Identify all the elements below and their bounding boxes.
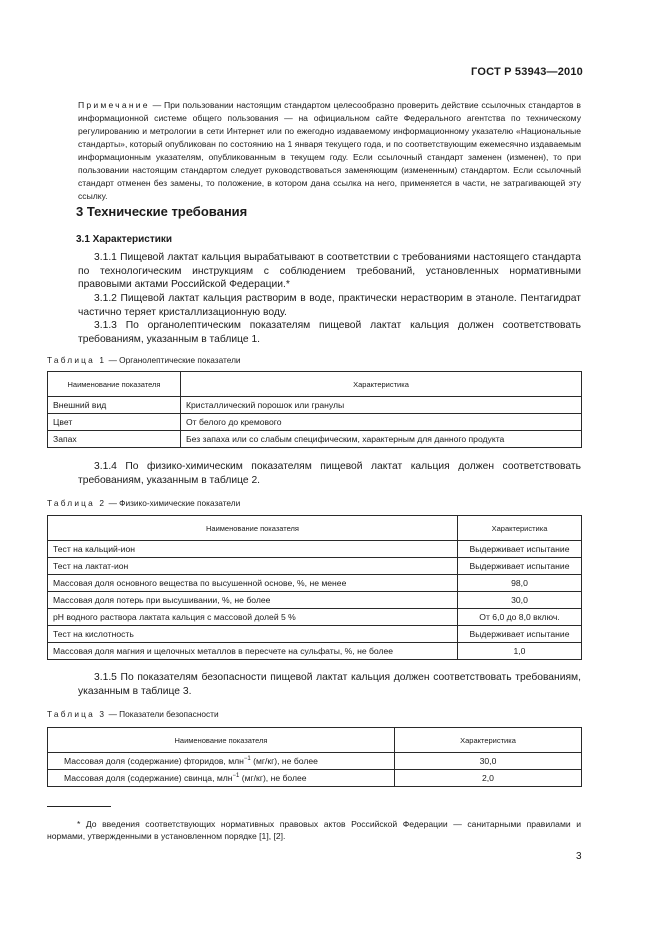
- table3-cell-text: Массовая доля (содержание) фторидов, млн: [64, 756, 244, 766]
- table3-header-name: Наименование показателя: [48, 728, 395, 753]
- table2-caption-text: — Физико-химические показатели: [106, 498, 241, 508]
- footnote: * До введения соответствующих нормативных правовых актов Российской Федерации — санитарными правилами и нормами, утвержденными в установленном порядке [1], [2].: [47, 819, 581, 841]
- table-row: [48, 575, 582, 592]
- table-row: [48, 558, 582, 575]
- note-label: Примечание: [78, 100, 150, 110]
- table2-header-characteristic: Характеристика: [458, 516, 582, 541]
- table2-cell: Тест на кислотность: [48, 626, 458, 643]
- table3-caption-text: — Показатели безопасности: [106, 709, 219, 719]
- table3-header-characteristic: Характеристика: [395, 728, 582, 753]
- table2-cell: 30,0: [458, 592, 582, 609]
- table2-cell: Массовая доля потерь при высушивании, %, не более: [48, 592, 458, 609]
- table3-cell: [48, 753, 395, 770]
- table-row: [48, 609, 582, 626]
- table-row: [48, 592, 582, 609]
- table-organoleptic: [47, 371, 582, 448]
- table1-caption-text: — Органолептические показатели: [106, 355, 241, 365]
- table2-header-name: Наименование показателя: [48, 516, 458, 541]
- table3-cell-text: (мг/кг), не более: [250, 756, 318, 766]
- table2-cell: Выдерживает испытание: [458, 541, 582, 558]
- document-header: ГОСТ Р 53943—2010: [471, 66, 583, 78]
- page-number: 3: [576, 851, 582, 862]
- table3-caption: [47, 709, 219, 719]
- footnote-separator: [47, 806, 111, 807]
- table1-cell: От белого до кремового: [181, 414, 582, 431]
- section-title: 3 Технические требования: [76, 204, 248, 219]
- table1-cell: Цвет: [48, 414, 181, 431]
- table3-cell: [48, 770, 395, 787]
- subsection-title: 3.1 Характеристики: [76, 234, 173, 245]
- table2-cell: Тест на кальций-ион: [48, 541, 458, 558]
- paragraph-3-1-1: 3.1.1 Пищевой лактат кальция вырабатывают в соответствии с требованиями настоящего стандарта по технологическим инструкциям с соблюдением требований, установленных нормативными правовыми актами Российской Федерации.*: [78, 252, 581, 291]
- table-row: [48, 753, 582, 770]
- paragraph-3-1-5: 3.1.5 По показателям безопасности пищевой лактат кальция должен соответствовать требованиям, указанным в таблице 3.: [78, 672, 581, 697]
- paragraph-3-1-4: 3.1.4 По физико-химическим показателям пищевой лактат кальция должен соответствовать требованиям, указанным в таблице 2.: [78, 461, 581, 486]
- table1-caption: [47, 355, 241, 365]
- table1-cell: Без запаха или со слабым специфическим, характерным для данного продукта: [181, 431, 582, 448]
- table1-header-name: Наименование показателя: [48, 372, 181, 397]
- table2-cell: 98,0: [458, 575, 582, 592]
- table2-caption-label: Таблица 2: [47, 498, 107, 508]
- table2-cell: Массовая доля основного вещества по высушенной основе, %, не менее: [48, 575, 458, 592]
- paragraph-3-1-2: 3.1.2 Пищевой лактат кальция растворим в воде, практически нерастворим в этаноле. Пентагидрат частично теряет кристаллизационную воду.: [78, 293, 581, 318]
- table-row: [48, 626, 582, 643]
- table1-caption-label: Таблица 1: [47, 355, 107, 365]
- table2-cell: Тест на лактат-ион: [48, 558, 458, 575]
- paragraph-3-1-3: 3.1.3 По органолептическим показателям пищевой лактат кальция должен соответствовать требованиям, указанным в таблице 1.: [78, 320, 581, 345]
- table-row: [48, 414, 582, 431]
- table3-caption-label: Таблица 3: [47, 709, 107, 719]
- table-row: [48, 770, 582, 787]
- table-physicochemical: [47, 515, 582, 660]
- table1-cell: Кристаллический порошок или гранулы: [181, 397, 582, 414]
- table3-cell-text: (мг/кг), не более: [239, 773, 307, 783]
- table3-cell-sup: −1: [243, 756, 251, 763]
- table3-cell-text: Массовая доля (содержание) свинца, млн: [64, 773, 233, 783]
- table1-cell: Запах: [48, 431, 181, 448]
- table-safety: [47, 727, 582, 787]
- table-row: [48, 643, 582, 660]
- table-row: [48, 397, 582, 414]
- table2-cell: Выдерживает испытание: [458, 626, 582, 643]
- table-row: [48, 541, 582, 558]
- table1-cell: Внешний вид: [48, 397, 181, 414]
- table2-cell: Выдерживает испытание: [458, 558, 582, 575]
- table2-cell: 1,0: [458, 643, 582, 660]
- table-row: [48, 431, 582, 448]
- table3-cell: 30,0: [395, 753, 582, 770]
- table3-cell-sup: −1: [232, 773, 240, 780]
- table2-cell: От 6,0 до 8,0 включ.: [458, 609, 582, 626]
- note-paragraph: [78, 99, 581, 203]
- table2-cell: pH водного раствора лактата кальция с массовой долей 5 %: [48, 609, 458, 626]
- table2-caption: [47, 498, 240, 508]
- table2-cell: Массовая доля магния и щелочных металлов в пересчете на сульфаты, %, не более: [48, 643, 458, 660]
- table1-header-characteristic: Характеристика: [181, 372, 582, 397]
- table3-cell: 2,0: [395, 770, 582, 787]
- note-text: — При пользовании настоящим стандартом целесообразно проверить действие ссылочных стандартов в информационной системе общего пользования — на официальном сайте Федерального агентства по техническому регулированию и метрологии в сети Интернет или по ежегодно издаваемому информационному указателю «Национальные стандарты», который опубликован по состоянию на 1 января текущего года, и по соответствующим ежемесячно издаваемым информационным указателям, опубликованным в текущем году. Если ссылочный стандарт заменен (изменен), то при пользовании настоящим стандартом следует руководствоваться заменяющим (измененным) стандартом. Если ссылочный стандарт отменен без замены, то положение, в котором дана ссылка на него, применяется в части, не затрагивающей эту ссылку.: [78, 100, 581, 201]
